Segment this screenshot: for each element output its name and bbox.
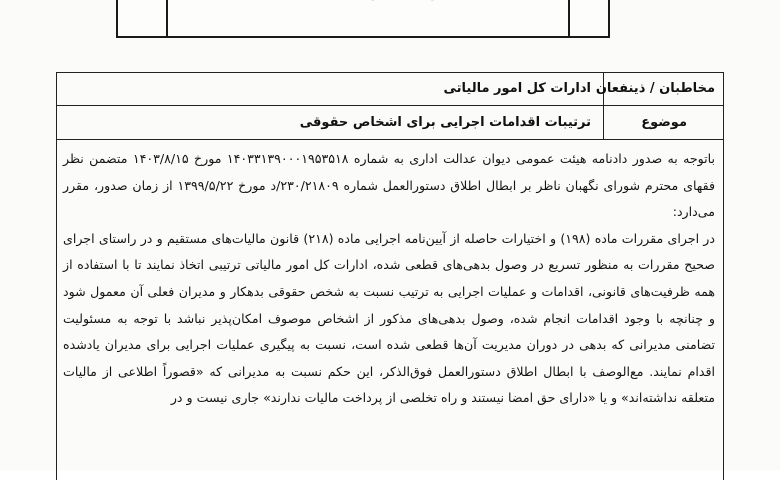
body-paragraph-2: در اجرای مقررات ماده (۱۹۸) و اختیارات حاصله از آیین‌نامه اجرایی ماده (۲۱۸) قانون مالیات‌های مستقیم و در راستای اجرای صحیح مقررات به منظور تسریع در وصول بدهی‌های قطعی شده، ادارات کل امور مالیاتی ترتیبی اتخاذ نمایند تا با استفاده از همه ظرفیت‌های قانونی، اقدامات و عملیات اجرایی به ترتیب نسبت به شخص حقوقی بدهکار و مدیران فعلی آن معمول شود و چنانچه با وجود اقدامات انجام شده، وصول بدهی‌های مذکور از اشخاص موصوف امکان‌پذیر نباشد با توجه به مسئولیت تضامنی مدیرانی که بدهی در دوران مدیریت آن‌ها قطعی شده است، نسبت به پیگیری عملیات اجرایی برای مدیران یادشده اقدام نمایند. مع‌الوصف با ابطال اطلاق دستورالعمل فوق‌الذکر، این حکم نسبت به مدیرانی که «قصوراً اطلاعی از مالیات متعلقه نداشته‌اند» و یا «دارای حق امضا نیستند و راه تخلصی از پرداخت مالیات ندارند» جاری نیست و در	[63, 230, 715, 406]
body-box	[56, 140, 724, 480]
table-divider	[166, 0, 168, 36]
addressee-value: ادارات کل امور مالیاتی	[443, 81, 591, 96]
body-paragraph-1: باتوجه به صدور دادنامه هیئت عمومی دیوان عدالت اداری به شماره ۱۴۰۳۳۱۳۹۰۰۰۱۹۵۳۵۱۸ مورخ ۱۴۰۳/۸/۱۵ متضمن نظر فقهای محترم شورای نگهبان ناظر بر ابطال اطلاق دستورالعمل شماره ۲۳۰/۲۱۸۰۹/د مورخ ۱۳۹۹/۵/۲۲ از زمان صدور، مقرر می‌دارد:	[63, 151, 715, 220]
table-divider	[568, 0, 570, 36]
previous-table-cell-number	[145, 0, 152, 1]
addressee-label: مخاطبان / ذینفعان	[595, 81, 715, 96]
subject-label: موضوع	[641, 115, 687, 130]
header-table	[56, 72, 724, 140]
subject-value: ترتیبات اقدامات اجرایی برای اشخاص حقوقی	[299, 115, 591, 130]
previous-table-fragment	[116, 0, 610, 38]
previous-table-cell-text	[344, 0, 448, 1]
body-text	[63, 146, 715, 412]
header-row-divider	[57, 105, 723, 106]
